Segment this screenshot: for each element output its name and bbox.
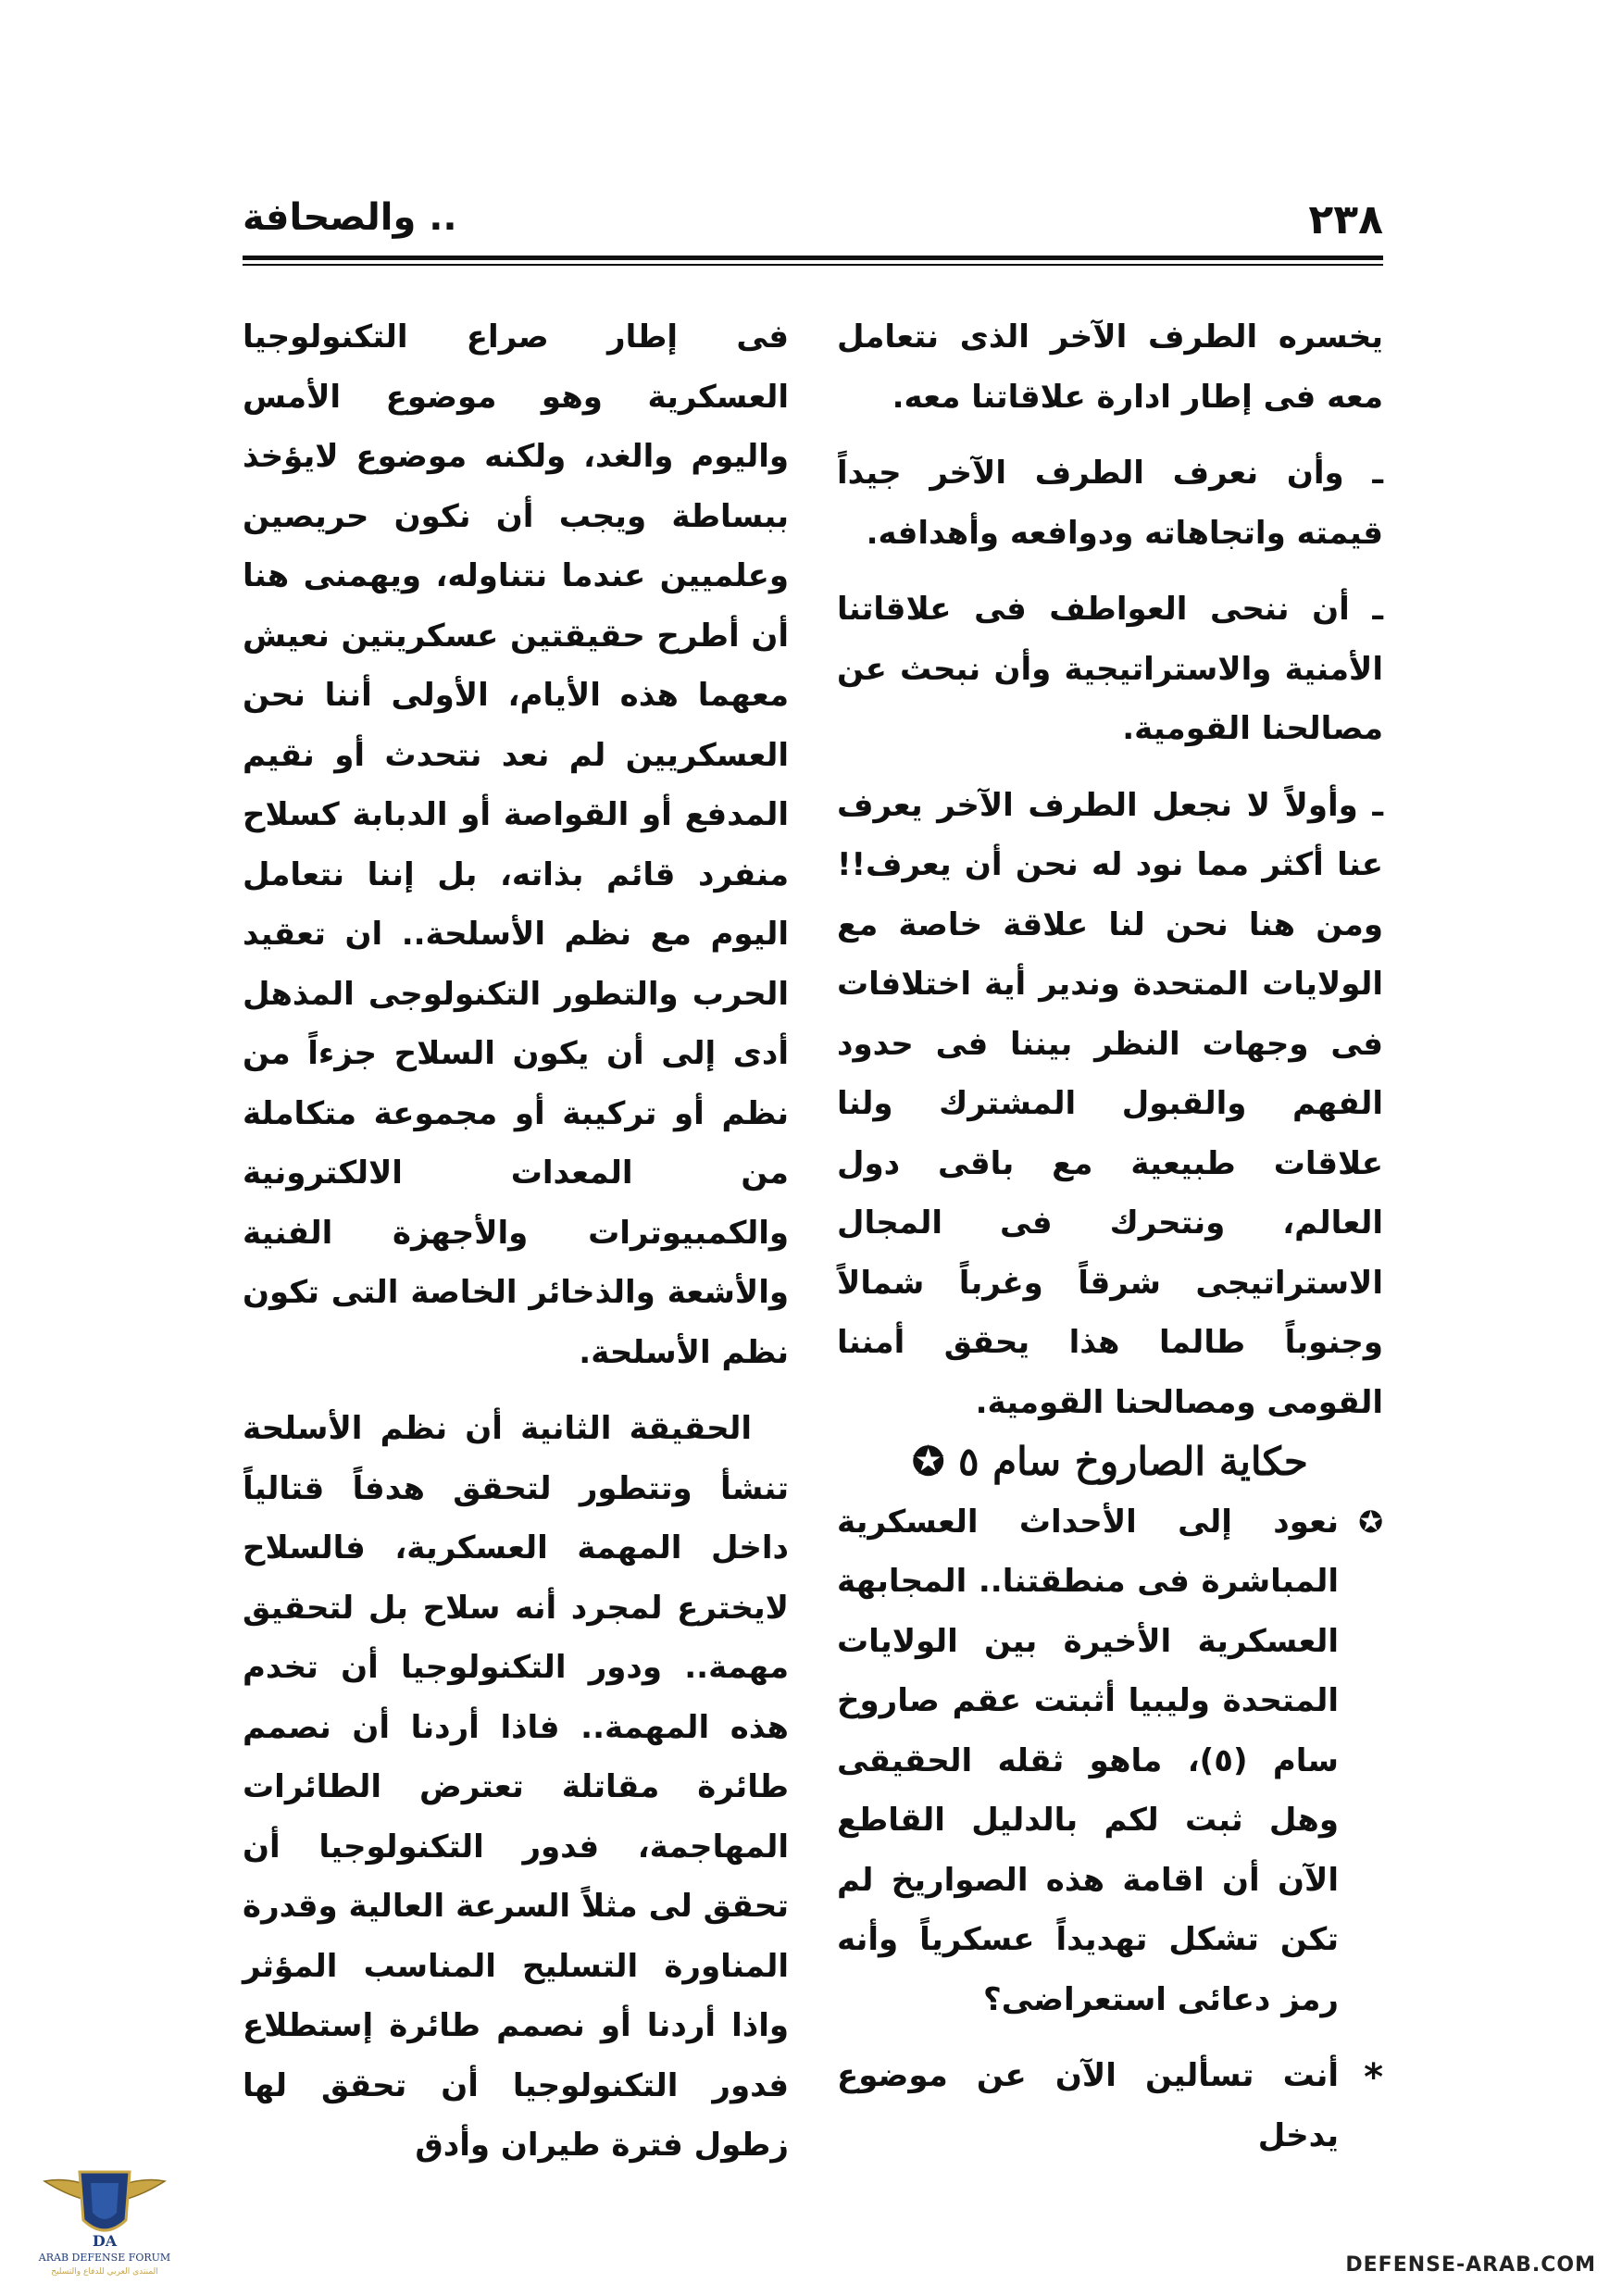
paragraph: ـ أن ننحى العواطف فى علاقاتنا الأمنية والاستراتيجية وأن نبحث عن مصالحنا القومية. (837, 591, 1383, 747)
page-number: ٢٣٨ (1308, 196, 1383, 243)
paragraph: ـ وأولاً لا نجعل الطرف الآخر يعرف عنا أكثر مما نود له نحن أن يعرف!! ومن هنا نحن لنا علاقة خاصة مع الولايات المتحدة وندير أية اختلافات فى وجهات النظر بيننا فى حدود الفهم والقبول المشترك ولنا علاقات طبيعية مع باقى دول العالم، ونتحرك فى المجال الاستراتيجى شرقاً وغرباً شمالاً وجنوباً طالما هذا يحقق أمننا القومى ومصالحنا القومية. (837, 786, 1383, 1421)
logo-initials: DA (92, 2232, 118, 2250)
logo-forum-name: ARAB DEFENSE FORUM (38, 2252, 171, 2264)
right-column (837, 307, 1383, 2165)
question-text: أنت تسألين الآن عن موضوع يدخل (837, 2057, 1339, 2154)
forum-logo-emblem-icon (35, 2155, 174, 2285)
logo-forum-name-arabic: المنتدى العربي للدفاع والتسليح (51, 2267, 158, 2277)
site-watermark[interactable]: DEFENSE-ARAB.COM (1345, 2253, 1596, 2277)
question-item (837, 1492, 1383, 2030)
header-rule-thick (243, 256, 1383, 260)
left-column (243, 307, 789, 2176)
question-text: نعود إلى الأحداث العسكرية المباشرة فى منطقتنا.. المجابهة العسكرية الأخيرة بين الولايات المتحدة وليبيا أثبتت عقم صاروخ سام (٥)، ماهو ثقله الحقيقى وهل ثبت لكم بالدليل القاطع الآن أن اقامة هذه الصواريخ لم تكن تشكل تهديداً عسكرياً وأنه رمز دعائى استعراضى؟ (837, 1503, 1339, 2018)
paragraph: الحقيقة الثانية أن نظم الأسلحة تنشأ وتتطور لتحقق هدفاً قتالياً داخل المهمة العسكرية، فالسلاح لايخترع لمجرد أنه سلاح بل لتحقيق مهمة.. ودور التكنولوجيا أن تخدم هذه المهمة.. فاذا أردنا أن نصمم طائرة مقاتلة تعترض الطائرات المهاجمة، فدور التكنولوجيا أن تحقق لى مثلاً السرعة العالية وقدرة المناورة التسليح المناسب المؤثر واذا أردنا أو نصمم طائرة إستطلاع فدور التكنولوجيا أن تحقق لها زطول فترة طيران وأدق (243, 1410, 789, 2164)
running-title: .. والصحافة (243, 196, 457, 239)
circled-star-icon: ✪ (912, 1439, 945, 1484)
page-header (243, 189, 1383, 254)
question-item (837, 2046, 1383, 2165)
section-heading-text: حكاية الصاروخ سام ٥ (957, 1439, 1308, 1484)
forum-logo (35, 2155, 174, 2285)
circled-star-icon: ✪ (1358, 1504, 1383, 1540)
paragraph: يخسره الطرف الآخر الذى نتعامل معه فى إطار ادارة علاقاتنا معه. (837, 318, 1383, 416)
paragraph: فى إطار صراع التكنولوجيا العسكرية وهو موضوع الأمس واليوم والغد، ولكنه موضوع لايؤخذ ببساطة ويجب أن نكون حريصين وعلميين عندما نتناوله، ويهمنى هنا أن أطرح حقيقتين عسكريتين نعيش معهما هذه الأيام، الأولى أننا نحن العسكريين لم نعد نتحدث أو نقيم المدفع أو القواصة أو الدبابة كسلاح منفرد قائم بذاته، بل إننا نتعامل اليوم مع نظم الأسلحة.. ان تعقيد الحرب والتطور التكنولوجى المذهل أدى إلى أن يكون السلاح جزءاً من نظم أو تركيبة أو مجموعة متكاملة من المعدات الالكترونية والكمبيوترات والأجهزة الفنية والأشعة والذخائر الخاصة التى تكون نظم الأسلحة. (243, 318, 789, 1371)
section-heading (837, 1432, 1383, 1492)
paragraph: ـ وأن نعرف الطرف الآخر جيداً قيمته واتجاهاته ودوافعه وأهدافه. (837, 455, 1383, 552)
header-rule-thin (243, 264, 1383, 266)
asterisk-icon: * (1364, 2056, 1383, 2099)
